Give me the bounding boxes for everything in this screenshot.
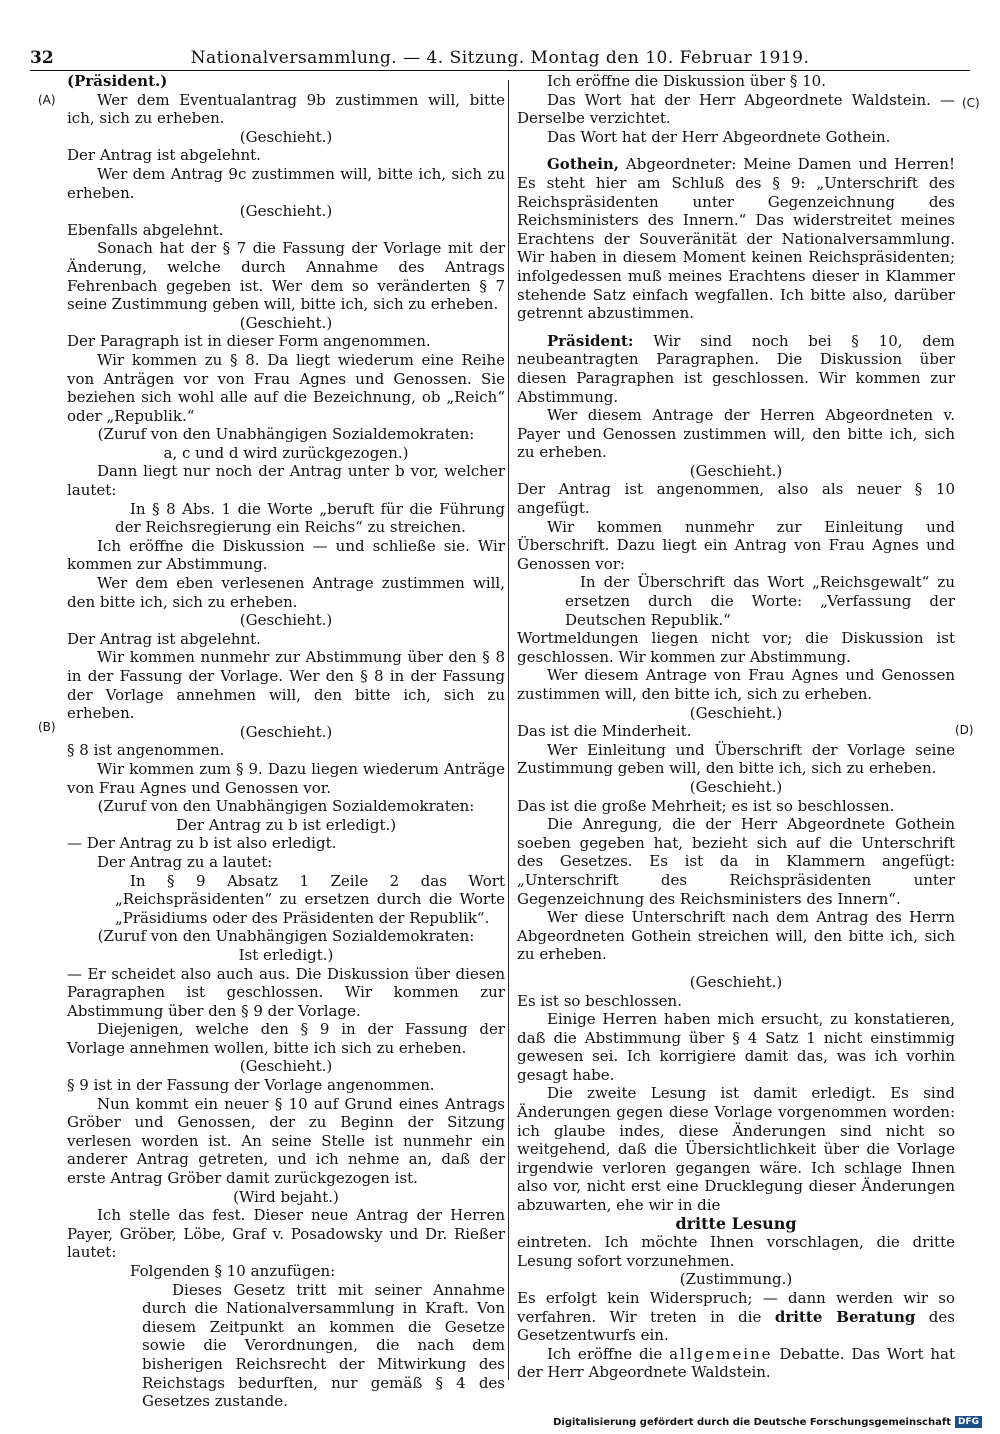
interjection: (Zuruf von den Unabhängigen Sozialdemokraten: [97, 927, 475, 946]
stage-direction: (Wird bejaht.) [233, 1187, 339, 1206]
paragraph: Es ist so beschlossen. [517, 991, 682, 1010]
paragraph: Einige Herren haben mich ersucht, zu konstatieren, daß die Abstimmung über § 4 Satz 1 nicht einstimmig gewesen sei. Ich korrigiere damit das, was ich vorhin gesagt habe. [517, 1010, 955, 1084]
paragraph: — Der Antrag zu b ist also erledigt. [67, 834, 337, 853]
paragraph: Der Antrag ist abgelehnt. [67, 146, 261, 165]
margin-marker-c: (C) [962, 96, 980, 110]
paragraph [517, 1289, 955, 1345]
page-title: Nationalversammlung. — 4. Sitzung. Montag den 10. Februar 1919. [190, 48, 810, 68]
interjection: Der Antrag zu b ist erledigt.) [175, 815, 397, 834]
page-header [30, 40, 970, 71]
dfg-logo: DFG [955, 1416, 982, 1428]
stage-direction: (Geschieht.) [689, 972, 783, 991]
paragraph: Der Antrag ist angenommen, also als neuer § 10 angefügt. [517, 480, 955, 518]
paragraph: Wer diese Unterschrift nach dem Antrag des Herrn Abgeordneten Gothein streichen will, den bitte ich, sich zu erheben. [517, 908, 955, 964]
stage-direction: (Geschieht.) [239, 202, 333, 221]
spaced-term: allgemeine [669, 1344, 773, 1363]
paragraph: Ebenfalls abgelehnt. [67, 220, 224, 239]
paragraph: Das Wort hat der Herr Abgeordnete Waldstein. — Derselbe verzichtet. [517, 90, 955, 128]
speaker-label: (Präsident.) [67, 72, 168, 90]
paragraph: Der Paragraph ist in dieser Form angenommen. [67, 332, 431, 351]
quoted-motion: In § 9 Absatz 1 Zeile 2 das Wort „Reichspräsidenten“ zu ersetzen durch die Worte „Präsidiums oder des Präsidenten der Republik“. [115, 871, 505, 927]
speech-text: Wir sind noch bei § 10, dem neubeantragten Paragraphen. Die Diskussion über diesen Paragraphen ist geschlossen. Wir kommen zur Abstimmung. [517, 331, 955, 406]
quoted-motion: In der Überschrift das Wort „Reichsgewalt“ zu ersetzen durch die Worte: „Verfassung der Deutschen Republik.“ [565, 573, 955, 629]
paragraph: § 9 ist in der Fassung der Vorlage angenommen. [67, 1076, 435, 1095]
paragraph: — Er scheidet also auch aus. Die Diskussion über diesen Paragraphen ist geschlossen. Wir kommen zur Abstimmung über den § 9 der Vorlage. [67, 964, 505, 1020]
quoted-motion: Folgenden § 10 anzufügen: [130, 1262, 336, 1280]
paragraph: Dann liegt nur noch der Antrag unter b vor, welcher lautet: [67, 462, 505, 500]
stage-direction: (Geschieht.) [689, 461, 783, 480]
paragraph: Wer diesem Antrage von Frau Agnes und Genossen zustimmen will, den bitte ich, sich zu erheben. [517, 666, 955, 703]
footer-credit [553, 1416, 982, 1428]
text-run: des Gesetzentwurfs ein. [517, 1307, 955, 1345]
stage-direction: (Geschieht.) [239, 127, 333, 146]
footer-text: Digitalisierung gefördert durch die Deutsche Forschungsgemeinschaft [553, 1416, 951, 1428]
paragraph: Wir kommen nunmehr zur Abstimmung über den § 8 in der Fassung der Vorlage. Wer den § 8 in der Fassung der Vorlage annehmen will, den bitte ich, sich zu erheben. [67, 648, 505, 723]
paragraph: Die Anregung, die der Herr Abgeordnete Gothein soeben gegeben hat, bezieht sich auf die Unterschrift des Gesetzes. Es ist da in Klammern angefügt: „Unterschrift des Reichspräsidenten unter Gegenzeichnung des Reichsministers des Innern“. [517, 815, 955, 908]
stage-direction: (Geschieht.) [689, 777, 783, 796]
stage-direction: (Geschieht.) [239, 313, 333, 332]
text-run: Es erfolgt kein Widerspruch; — dann werden wir so verfahren. Wir treten in die [517, 1289, 955, 1326]
interjection: (Zuruf von den Unabhängigen Sozialdemokraten: [97, 797, 475, 816]
section-heading: dritte Lesung [675, 1213, 797, 1233]
paragraph: Wir kommen zu § 8. Da liegt wiederum eine Reihe von Anträgen vor von Frau Agnes und Genossen. Sie beziehen sich wohl alle auf die Bezeichnung, ob „Reich“ oder „Republik.“ [67, 350, 505, 425]
margin-marker-a: (A) [38, 93, 56, 107]
interjection: a, c und d wird zurückgezogen.) [163, 443, 409, 462]
paragraph: Wer diesem Antrage der Herren Abgeordneten v. Payer und Genossen zustimmen will, den bitte ich, sich zu erheben. [517, 406, 955, 462]
paragraph: Der Antrag ist abgelehnt. [67, 629, 261, 648]
right-column [517, 72, 955, 1382]
paragraph: Wer dem Antrag 9c zustimmen will, bitte ich, sich zu erheben. [67, 164, 505, 202]
paragraph: Das ist die Minderheit. [517, 722, 692, 741]
interjection: (Zuruf von den Unabhängigen Sozialdemokraten: [97, 425, 475, 444]
paragraph: Wer Einleitung und Überschrift der Vorlage seine Zustimmung geben will, den bitte ich, sich zu erheben. [517, 740, 955, 778]
speaker-name: Präsident: [547, 331, 634, 350]
paragraph: Ich eröffne die Diskussion über § 10. [547, 72, 826, 90]
paragraph [517, 1345, 955, 1382]
interjection: Ist erledigt.) [238, 945, 334, 964]
quoted-motion: In § 8 Abs. 1 die Worte „beruft für die Führung der Reichsregierung ein Reichs“ zu streichen. [115, 499, 505, 537]
speech-text: Abgeordneter: Meine Damen und Herren! Es steht hier am Schluß des § 9: „Unterschrift des Reichspräsidenten unter Gegenzeichnung des Reichsministers des Innern.“ Das widerstreitet meines Erachtens der Souveränität der Nationalversammlung. Wir haben in diesem Moment keinen Reichspräsidenten; infolgedessen muß meines Erachtens dieser in Klammer stehende Satz einfach wegfallen. Ich bitte also, darüber getrennt abzustimmen. [517, 155, 955, 323]
text-run: Debatte. Das Wort hat der Herr Abgeordnete Waldstein. [517, 1344, 955, 1382]
left-column [67, 72, 505, 1411]
paragraph: Wer dem eben verlesenen Antrage zustimmen will, den bitte ich, sich zu erheben. [67, 574, 505, 611]
paragraph: § 8 ist angenommen. [67, 741, 225, 760]
paragraph: Nun kommt ein neuer § 10 auf Grund eines Antrags Gröber und Genossen, der zu Beginn der Sitzung verlesen worden ist. An seine Stelle ist nunmehr ein anderer Antrag getreten, und ich nehme an, daß der erste Antrag Gröber damit zurückgezogen ist. [67, 1094, 505, 1188]
speech-president [517, 332, 955, 406]
stage-direction: (Zustimmung.) [679, 1270, 793, 1289]
paragraph: Wer dem Eventualantrag 9b zustimmen will, bitte ich, sich zu erheben. [67, 90, 505, 128]
paragraph: Diejenigen, welche den § 9 in der Fassung der Vorlage annehmen wollen, bitte ich sich zu erheben. [67, 1020, 505, 1057]
quoted-law-text: Dieses Gesetz tritt mit seiner Annahme durch die Nationalversammlung in Kraft. Von diesem Zeitpunkt an kommen die Gesetze sowie die Verordnungen, die nach dem bisherigen Reichsrecht der Mitwirkung des Reichstags bedurften, nur gemäß § 4 des Gesetzes zustande. [142, 1280, 505, 1411]
text-run: Ich eröffne die [547, 1344, 670, 1363]
emphasis: dritte Beratung [774, 1307, 916, 1326]
paragraph: Das Wort hat der Herr Abgeordnete Gothein. [547, 127, 891, 146]
paragraph: Das ist die große Mehrheit; es ist so beschlossen. [517, 796, 895, 815]
paragraph: Ich stelle das fest. Dieser neue Antrag der Herren Payer, Gröber, Löbe, Graf v. Posadowsky und Dr. Rießer lautet: [67, 1206, 505, 1262]
paragraph: Wortmeldungen liegen nicht vor; die Diskussion ist geschlossen. Wir kommen zur Abstimmung. [517, 629, 955, 666]
stage-direction: (Geschieht.) [689, 703, 783, 722]
page-number: 32 [30, 48, 54, 68]
paragraph: Wir kommen zum § 9. Dazu liegen wiederum Anträge von Frau Agnes und Genossen vor. [67, 759, 505, 797]
paragraph: Der Antrag zu a lautet: [97, 852, 273, 871]
paragraph: Sonach hat der § 7 die Fassung der Vorlage mit der Änderung, welche durch Annahme des Antrags Fehrenbach gegeben ist. Wer dem so veränderten § 7 seine Zustimmung geben will, bitte ich, sich zu erheben. [67, 239, 505, 314]
paragraph: Die zweite Lesung ist damit erledigt. Es sind Änderungen gegen diese Vorlage vorgenommen worden: ich glaube indes, diese Änderungen sind nicht so weitgehend, daß die Übersichtlichkeit über die Vorlage irgendwie verloren gegangen wäre. Ich schlage Ihnen also vor, nicht erst eine Drucklegung dieser Änderungen abzuwarten, ehe wir in die [517, 1084, 955, 1215]
margin-marker-b: (B) [38, 720, 56, 734]
paragraph: Ich eröffne die Diskussion — und schließe sie. Wir kommen zur Abstimmung. [67, 536, 505, 574]
margin-marker-d: (D) [955, 723, 974, 737]
stage-direction: (Geschieht.) [239, 722, 333, 741]
column-divider [508, 80, 509, 1380]
stage-direction: (Geschieht.) [239, 1057, 333, 1076]
paragraph: eintreten. Ich möchte Ihnen vorschlagen, die dritte Lesung sofort vorzunehmen. [517, 1233, 955, 1270]
paragraph: Wir kommen nunmehr zur Einleitung und Überschrift. Dazu liegt ein Antrag von Frau Agnes und Genossen vor: [517, 517, 955, 573]
stage-direction: (Geschieht.) [239, 611, 333, 630]
speech-gothein [517, 155, 955, 322]
speaker-name: Gothein, [547, 155, 620, 174]
